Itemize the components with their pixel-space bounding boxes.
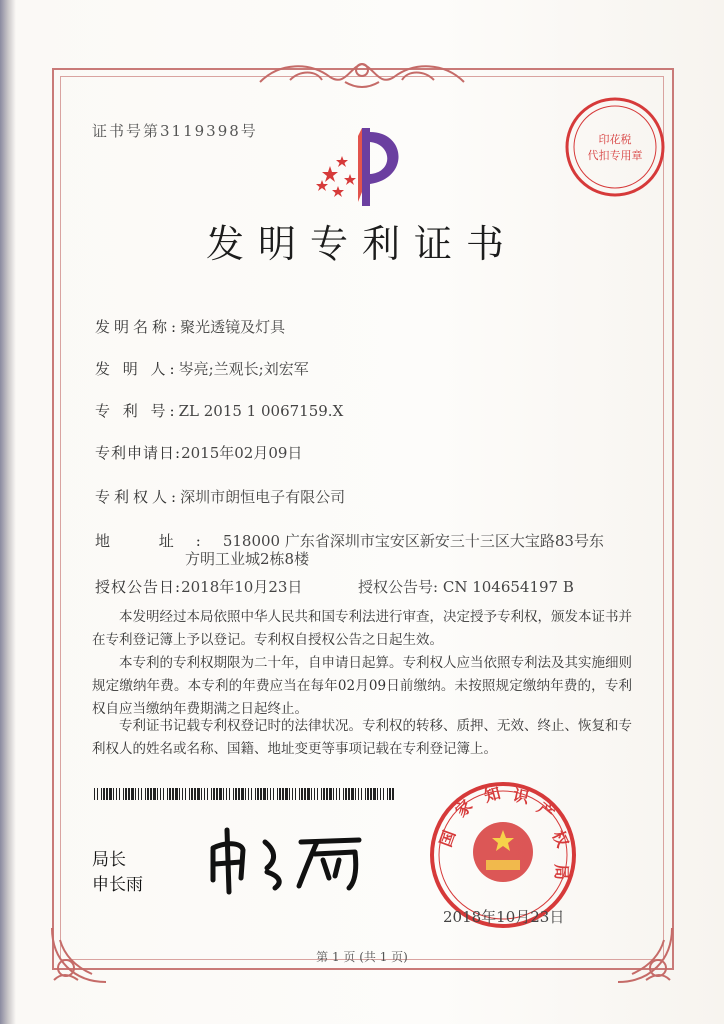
- certificate-number: 证书号第3119398号: [92, 122, 258, 140]
- svg-text:知: 知: [482, 783, 503, 806]
- grant-date-row: [95, 576, 302, 597]
- application-date-row: [95, 442, 302, 463]
- grant-date-label: 授权公告日:: [95, 578, 182, 596]
- invention-name-value: 聚光透镜及灯具: [180, 318, 286, 336]
- svg-text:国: 国: [435, 827, 460, 850]
- issue-date: 2018年10月23日: [443, 908, 565, 926]
- svg-text:权: 权: [548, 827, 573, 851]
- address-line1: 518000 广东省深圳市宝安区新安三十三区大宝路83号东: [222, 532, 604, 550]
- address-row: [95, 530, 604, 551]
- svg-text:识: 识: [511, 785, 531, 808]
- cnipa-logo: [310, 122, 418, 210]
- svg-text:产: 产: [533, 798, 558, 824]
- tax-stamp-line2: 代扣专用章: [587, 149, 643, 162]
- body-paragraph-3: 专利证书记载专利权登记时的法律状况。专利权的转移、质押、无效、终止、恢复和专利权人的姓名或名称、国籍、地址变更等事项记载在专利登记簿上。: [92, 718, 632, 757]
- patentee-row: [95, 486, 345, 507]
- director-name: 申长雨: [92, 875, 143, 895]
- grant-date-value: 2018年10月23日: [181, 578, 303, 596]
- inventor-label: 发 明 人:: [95, 360, 179, 378]
- patent-number-label: 专 利 号:: [95, 402, 179, 420]
- address-label: 地 址:: [95, 532, 223, 550]
- page-number: 第 1 页 (共 1 页): [316, 950, 408, 964]
- patent-number-row: [95, 400, 343, 421]
- grant-number-label: 授权公告号:: [358, 578, 439, 596]
- svg-text:局: 局: [552, 864, 571, 881]
- grant-number-row: [358, 576, 574, 597]
- invention-name-row: [95, 316, 285, 337]
- tax-stamp-line1: 印花税: [598, 133, 632, 146]
- director-title: 局长: [92, 850, 126, 870]
- handwritten-signature: [205, 820, 375, 895]
- inventor-value: 岑亮;兰观长;刘宏军: [178, 360, 309, 378]
- patentee-label: 专利权人:: [95, 488, 181, 506]
- patentee-value: 深圳市朗恒电子有限公司: [180, 488, 346, 506]
- body-paragraph-1: 本发明经过本局依照中华人民共和国专利法进行审查，决定授予专利权，颁发本证书并在专利登记簿上予以登记。专利权自授权公告之日起生效。: [92, 609, 632, 648]
- document-title: 发明专利证书: [205, 222, 518, 266]
- svg-text:家: 家: [451, 796, 477, 821]
- inventor-row: [95, 358, 309, 379]
- top-ornament: [250, 52, 474, 92]
- tax-stamp: [563, 95, 667, 199]
- barcode: [94, 788, 394, 800]
- application-date-label: 专利申请日:: [95, 444, 182, 462]
- application-date-value: 2015年02月09日: [181, 444, 303, 462]
- grant-number-value: CN 104654197 B: [442, 578, 574, 596]
- invention-name-label: 发明名称:: [95, 318, 181, 336]
- address-line2: 方明工业城2栋8楼: [185, 550, 310, 568]
- patent-number-value: ZL 2015 1 0067159.X: [178, 402, 344, 420]
- body-paragraph-2: 本专利的专利权期限为二十年，自申请日起算。专利权人应当依照专利法及其实施细则规定缴纳年费。本专利的年费应当在每年02月09日前缴纳。未按照规定缴纳年费的，专利权自应当缴纳年费期满之日起终止。: [92, 655, 632, 717]
